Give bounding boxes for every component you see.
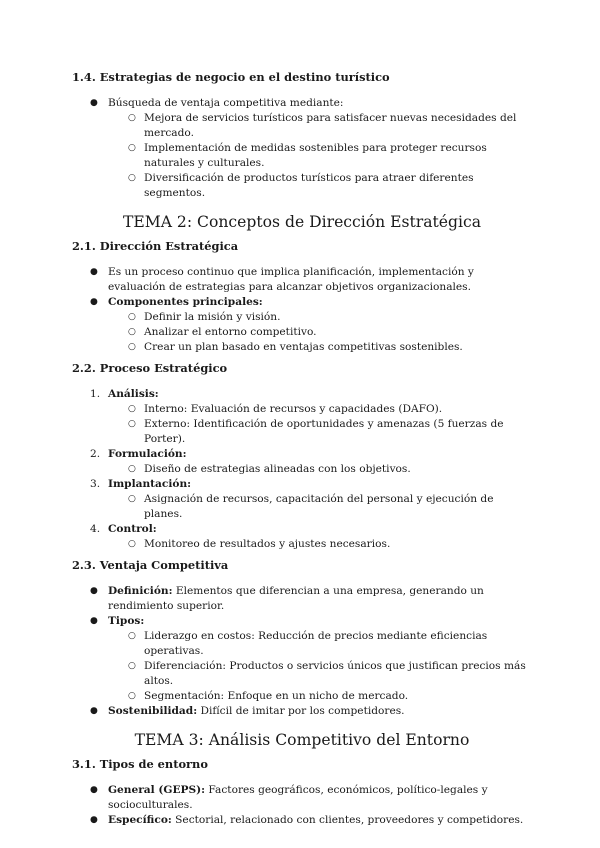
- circle-bullet-icon: ○: [128, 494, 136, 504]
- sub-list-item: ○ Interno: Evaluación de recursos y capacidades (DAFO).: [128, 403, 443, 415]
- list-item: ● Búsqueda de ventaja competitiva mediante:: [90, 97, 344, 109]
- bullet-icon: ●: [90, 586, 98, 596]
- sub-list-item: ○ Analizar el entorno competitivo.: [128, 326, 317, 338]
- bullet-icon: ●: [90, 706, 98, 716]
- section-3-1-heading: 3.1. Tipos de entorno: [72, 757, 208, 771]
- sub-list-item: ○ Diversificación de productos turísticos para atraer diferentes segmentos.: [128, 172, 474, 199]
- numbered-item: 2. Formulación:: [90, 448, 187, 460]
- list-item: ● Específico: Sectorial, relacionado con clientes, proveedores y competidores.: [90, 814, 524, 826]
- sub-list-item: ○ Segmentación: Enfoque en un nicho de mercado.: [128, 690, 409, 702]
- circle-bullet-icon: ○: [128, 661, 136, 671]
- circle-bullet-icon: ○: [128, 404, 136, 414]
- sub-list-item: ○ Diferenciación: Productos o servicios únicos que justifican precios más altos.: [128, 660, 526, 687]
- bullet-icon: ●: [90, 297, 98, 307]
- sub-list-item: ○ Implementación de medidas sostenibles para proteger recursos naturales y culturales.: [128, 142, 487, 169]
- numbered-item: 4. Control:: [90, 523, 157, 535]
- list-item: ● Tipos:: [90, 615, 145, 627]
- document-page: [72, 68, 532, 828]
- bullet-icon: ●: [90, 815, 98, 825]
- circle-bullet-icon: ○: [128, 464, 136, 474]
- circle-bullet-icon: ○: [128, 327, 136, 337]
- bullet-icon: ●: [90, 267, 98, 277]
- sub-list-item: ○ Liderazgo en costos: Reducción de precios mediante eficiencias operativas.: [128, 630, 488, 657]
- list-item: ● Sostenibilidad: Difícil de imitar por los competidores.: [90, 705, 405, 717]
- list-item: ● General (GEPS): Factores geográficos, económicos, político-legales y socioculturales.: [90, 784, 488, 811]
- circle-bullet-icon: ○: [128, 419, 136, 429]
- sub-list-item: ○ Externo: Identificación de oportunidades y amenazas (5 fuerzas de Porter).: [128, 418, 504, 445]
- numbered-item: 1. Análisis:: [90, 388, 159, 400]
- circle-bullet-icon: ○: [128, 312, 136, 322]
- tema-2-title: TEMA 2: Conceptos de Dirección Estratégica: [122, 213, 482, 231]
- list-item: ● Es un proceso continuo que implica planificación, implementación y evaluación de estrategias para alcanzar objetivos organizacionales.: [90, 266, 474, 293]
- section-2-3-heading: 2.3. Ventaja Competitiva: [72, 558, 229, 572]
- sub-list-item: ○ Definir la misión y visión.: [128, 311, 281, 323]
- bullet-icon: ●: [90, 616, 98, 626]
- bullet-icon: ●: [90, 785, 98, 795]
- sub-list-item: ○ Monitoreo de resultados y ajustes necesarios.: [128, 538, 391, 550]
- sub-list-item: ○ Crear un plan basado en ventajas competitivas sostenibles.: [128, 341, 463, 353]
- sub-list-item: ○ Asignación de recursos, capacitación del personal y ejecución de planes.: [128, 493, 494, 520]
- list-item: ● Definición: Elementos que diferencian a una empresa, generando un rendimiento superior.: [90, 585, 484, 612]
- circle-bullet-icon: ○: [128, 691, 136, 701]
- circle-bullet-icon: ○: [128, 173, 136, 183]
- sub-list-item: ○ Mejora de servicios turísticos para satisfacer nuevas necesidades del mercado.: [128, 112, 517, 139]
- numbered-item: 3. Implantación:: [90, 478, 192, 490]
- section-2-1-heading: 2.1. Dirección Estratégica: [72, 239, 239, 253]
- section-2-2-heading: 2.2. Proceso Estratégico: [72, 361, 228, 375]
- bullet-icon: ●: [90, 98, 98, 108]
- tema-3-title: TEMA 3: Análisis Competitivo del Entorno: [134, 731, 470, 749]
- circle-bullet-icon: ○: [128, 631, 136, 641]
- section-1-4-heading: 1.4. Estrategias de negocio en el destino turístico: [72, 70, 390, 84]
- circle-bullet-icon: ○: [128, 143, 136, 153]
- sub-list-item: ○ Diseño de estrategias alineadas con los objetivos.: [128, 463, 411, 475]
- circle-bullet-icon: ○: [128, 539, 136, 549]
- circle-bullet-icon: ○: [128, 342, 136, 352]
- list-item: ● Componentes principales:: [90, 296, 263, 308]
- circle-bullet-icon: ○: [128, 113, 136, 123]
